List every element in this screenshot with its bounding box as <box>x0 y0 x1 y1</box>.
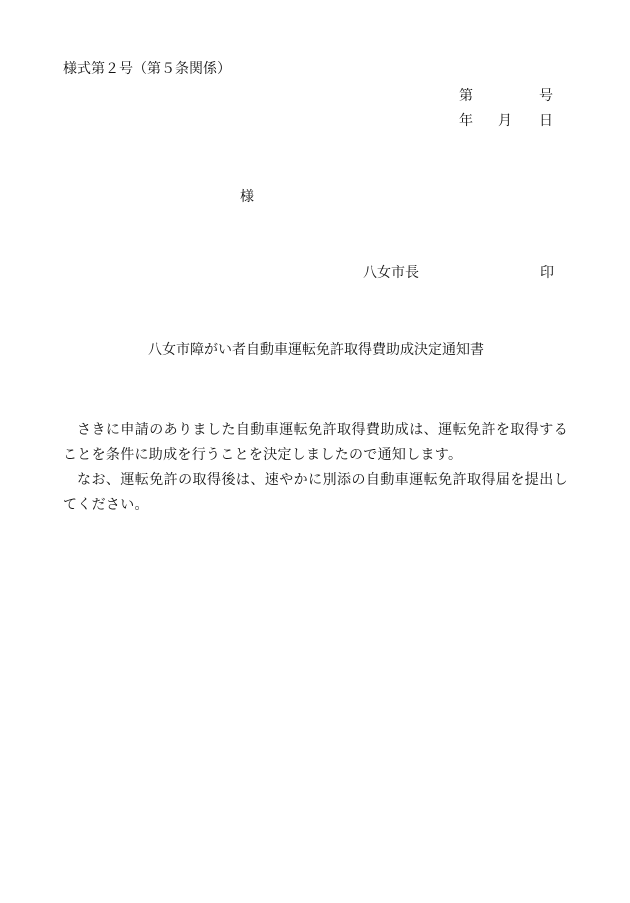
issuer-name: 八女市長 <box>363 265 419 281</box>
recipient-honorific: 様 <box>240 189 254 205</box>
document-title: 八女市障がい者自動車運転免許取得費助成決定通知書 <box>148 342 484 358</box>
issuer-seal-mark: 印 <box>540 265 554 281</box>
document-number-suffix: 号 <box>539 88 553 104</box>
date-day-label: 日 <box>539 113 553 129</box>
date-year-label: 年 <box>459 113 473 129</box>
form-number: 様式第２号（第５条関係） <box>63 61 231 77</box>
date-month-label: 月 <box>498 113 512 129</box>
body-paragraph-2: なお、運転免許の取得後は、速やかに別添の自動車運転免許取得届を提出してください。 <box>63 472 568 513</box>
body-paragraph-1: さきに申請のありました自動車運転免許取得費助成は、運転免許を取得することを条件に助成を行うことを決定しましたので通知します。 <box>63 422 568 463</box>
document-body <box>63 418 568 518</box>
document-number-prefix: 第 <box>459 88 473 104</box>
